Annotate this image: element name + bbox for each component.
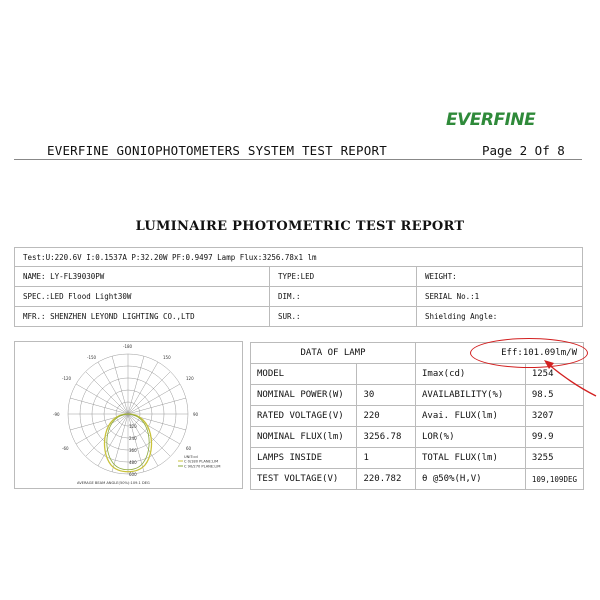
efficacy-value: Eff:101.09lm/W — [416, 343, 584, 364]
polar-distribution-panel — [14, 341, 243, 489]
legend-title: UNIT:cd — [184, 455, 198, 459]
label-cell: MODEL — [251, 364, 357, 385]
angle-label: 150 — [163, 355, 171, 360]
label-cell: TOTAL FLUX(lm) — [416, 448, 526, 469]
table-row — [251, 385, 584, 406]
report-header-title: EVERFINE GONIOPHOTOMETERS SYSTEM TEST REPORT — [47, 143, 387, 158]
value-cell: 3207 — [525, 406, 583, 427]
angle-label: 60 — [186, 446, 192, 451]
everfine-logo: EVERFINE — [446, 110, 536, 130]
name-cell: NAME: LY-FL39030PW — [15, 267, 270, 287]
angle-label: -60 — [62, 446, 69, 451]
value-cell: 3256.78 — [357, 427, 416, 448]
label-cell: LOR(%) — [416, 427, 526, 448]
ring-label: 480 — [129, 460, 137, 465]
table-row — [251, 406, 584, 427]
lamp-data-heading: DATA OF LAMP — [251, 343, 416, 364]
mfr-cell: MFR.: SHENZHEN LEYOND LIGHTING CO.,LTD — [15, 307, 270, 327]
value-cell: 220 — [357, 406, 416, 427]
value-cell: 1254 — [525, 364, 583, 385]
label-cell: AVAILABILITY(%) — [416, 385, 526, 406]
table-row — [251, 469, 584, 490]
value-cell — [357, 364, 416, 385]
header-divider — [14, 159, 582, 160]
table-row — [251, 448, 584, 469]
angle-label: 90 — [193, 412, 199, 417]
value-cell: 109,109DEG — [525, 469, 583, 490]
legend-entry: C 90/270 PLANE:LIM — [184, 464, 221, 469]
label-cell: LAMPS INSIDE — [251, 448, 357, 469]
value-cell: 30 — [357, 385, 416, 406]
label-cell: Imax(cd) — [416, 364, 526, 385]
angle-label: 120 — [186, 376, 194, 381]
annotation-arrow-icon — [540, 356, 598, 398]
value-cell: 1 — [357, 448, 416, 469]
ring-label: 360 — [129, 448, 137, 453]
label-cell: θ @50%(H,V) — [416, 469, 526, 490]
beam-angle-footer: AVERAGE BEAM ANGLE(50%):109.1 DEG — [77, 481, 150, 485]
weight-cell: WEIGHT: — [417, 267, 583, 287]
value-cell: 220.782 — [357, 469, 416, 490]
label-cell: Avai. FLUX(lm) — [416, 406, 526, 427]
angle-label: -120 — [62, 376, 72, 381]
label-cell: RATED VOLTAGE(V) — [251, 406, 357, 427]
sur-cell: SUR.: — [270, 307, 417, 327]
report-title: LUMINAIRE PHOTOMETRIC TEST REPORT — [135, 219, 465, 234]
angle-label: -150 — [87, 355, 97, 360]
label-cell: NOMINAL FLUX(lm) — [251, 427, 357, 448]
value-cell: 99.9 — [525, 427, 583, 448]
ring-label: 240 — [129, 436, 137, 441]
type-cell: TYPE:LED — [270, 267, 417, 287]
table-row — [251, 427, 584, 448]
polar-diagram — [15, 342, 242, 488]
dim-cell: DIM.: — [270, 287, 417, 307]
lamp-info-table — [14, 247, 583, 327]
value-cell: 3255 — [525, 448, 583, 469]
page-number: Page 2 Of 8 — [482, 143, 565, 158]
ring-label: 120 — [129, 424, 137, 429]
label-cell: NOMINAL POWER(W) — [251, 385, 357, 406]
test-conditions: Test:U:220.6V I:0.1537A P:32.20W PF:0.9497 Lamp Flux:3256.78x1 lm — [15, 248, 583, 267]
ring-label: 600 — [129, 472, 137, 477]
angle-label: -90 — [53, 412, 60, 417]
angle-label: -180 — [123, 344, 133, 349]
spec-cell: SPEC.:LED Flood Light30W — [15, 287, 270, 307]
serial-cell: SERIAL No.:1 — [417, 287, 583, 307]
value-cell: 98.5 — [525, 385, 583, 406]
label-cell: TEST VOLTAGE(V) — [251, 469, 357, 490]
legend-entry: C 0/180 PLANE:LIM — [184, 459, 219, 464]
shielding-cell: Shielding Angle: — [417, 307, 583, 327]
